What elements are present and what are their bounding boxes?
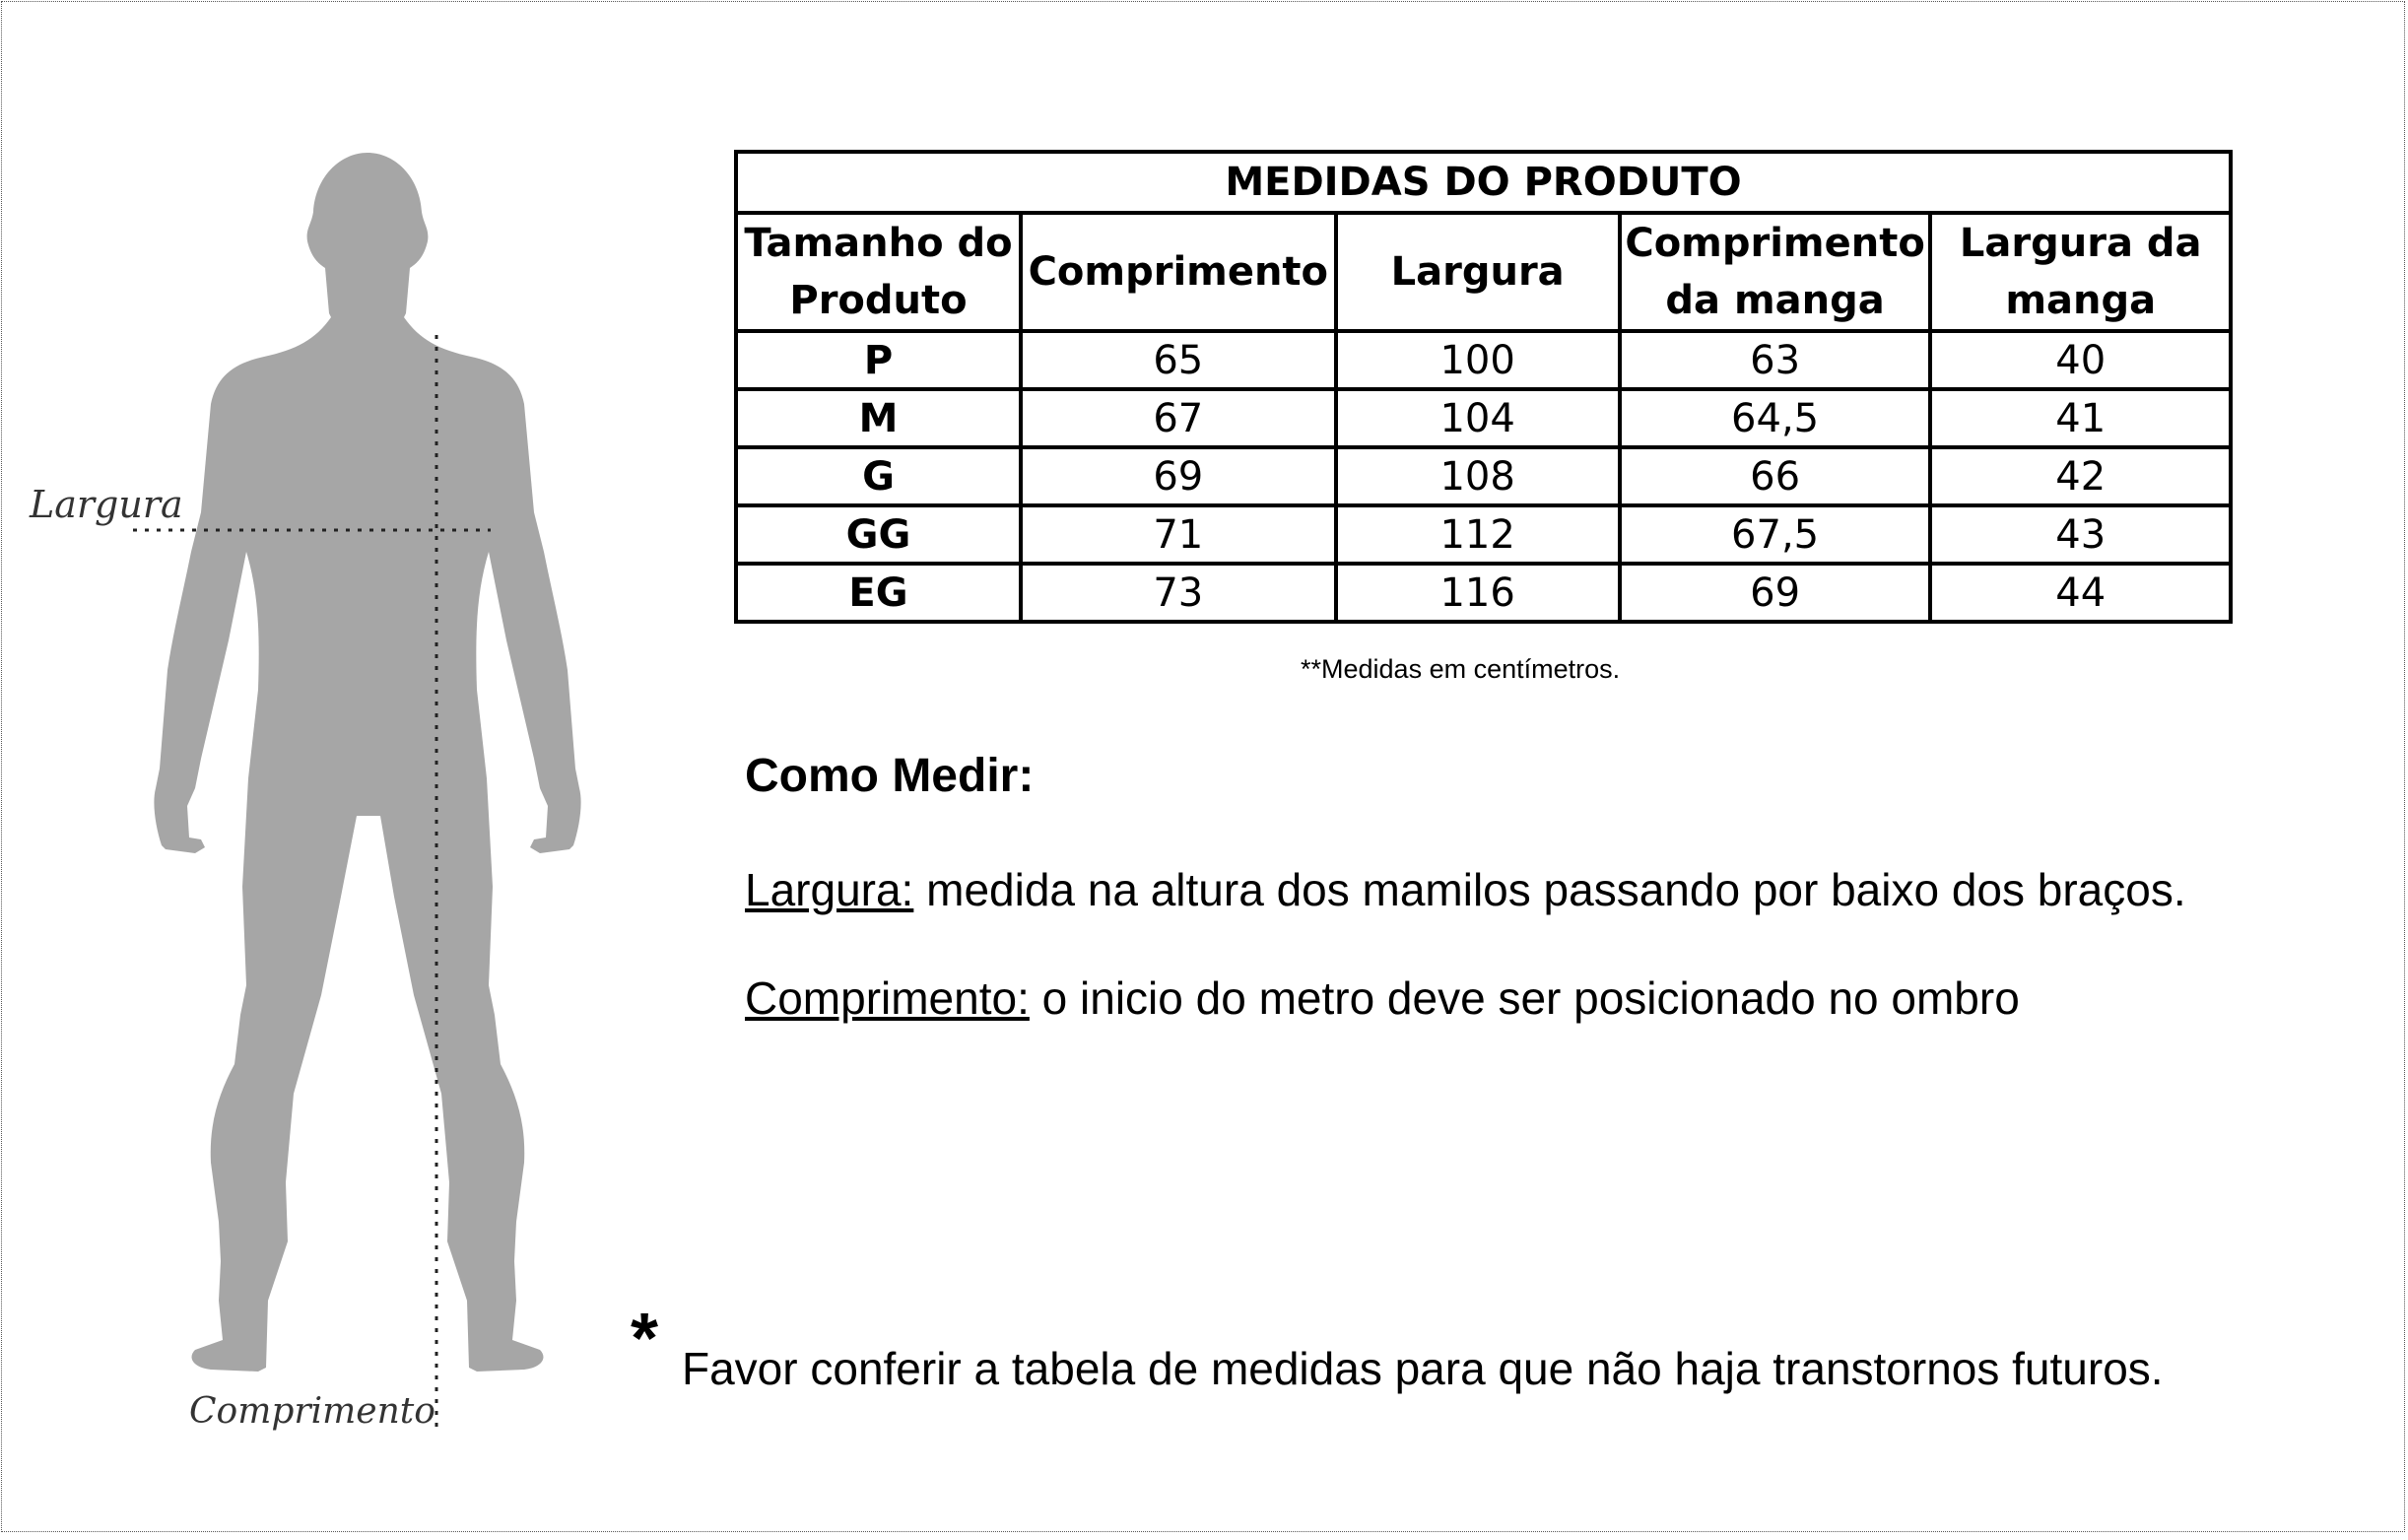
- sleeve-width-cell: 41: [1930, 389, 2231, 447]
- size-cell: G: [736, 447, 1021, 505]
- header-sleeve-length: [1620, 213, 1931, 331]
- table-title: MEDIDAS DO PRODUTO: [736, 152, 2231, 213]
- table-row: [736, 564, 2231, 622]
- header-size: [736, 213, 1021, 331]
- length-cell: 65: [1021, 331, 1336, 389]
- table-row: [736, 331, 2231, 389]
- size-cell: P: [736, 331, 1021, 389]
- sleeve-length-cell: 63: [1620, 331, 1931, 389]
- header-length: [1021, 213, 1336, 331]
- width-instruction: [745, 863, 2186, 916]
- footer-warning: Favor conferir a tabela de medidas para que não haja transtornos futuros.: [682, 1343, 2164, 1394]
- sleeve-length-cell: 69: [1620, 564, 1931, 622]
- size-cell: M: [736, 389, 1021, 447]
- size-cell: GG: [736, 505, 1021, 564]
- units-note: **Medidas em centímetros.: [1301, 654, 1621, 684]
- length-cell: 67: [1021, 389, 1336, 447]
- table-title-row: [736, 152, 2231, 213]
- width-measure-label: Largura: [30, 483, 183, 526]
- length-cell: 69: [1021, 447, 1336, 505]
- header-sleeve-length-line1: Comprimento: [1625, 221, 1925, 266]
- length-cell: 71: [1021, 505, 1336, 564]
- width-cell: 100: [1336, 331, 1620, 389]
- length-text: o inicio do metro deve ser posicionado no ombro: [1029, 972, 2020, 1024]
- sleeve-width-cell: 42: [1930, 447, 2231, 505]
- length-cell: 73: [1021, 564, 1336, 622]
- header-size-line1: Tamanho do: [744, 221, 1013, 266]
- sleeve-length-cell: 64,5: [1620, 389, 1931, 447]
- length-measure-label: Comprimento: [189, 1391, 435, 1432]
- table-row: [736, 389, 2231, 447]
- width-cell: 108: [1336, 447, 1620, 505]
- width-cell: 104: [1336, 389, 1620, 447]
- length-instruction: [745, 971, 2020, 1025]
- table-header-row: [736, 213, 2231, 331]
- header-length-line1: Comprimento: [1028, 249, 1329, 295]
- width-cell: 116: [1336, 564, 1620, 622]
- size-table: [734, 150, 2233, 624]
- width-term: Largura:: [745, 864, 914, 915]
- width-text: medida na altura dos mamilos passando por baixo dos braços.: [913, 864, 2186, 915]
- header-size-line2: Produto: [789, 278, 968, 323]
- header-sleeve-width-line2: manga: [2005, 278, 2157, 323]
- width-cell: 112: [1336, 505, 1620, 564]
- sleeve-width-cell: 40: [1930, 331, 2231, 389]
- size-cell: EG: [736, 564, 1021, 622]
- header-sleeve-width-line1: Largura da: [1959, 221, 2202, 266]
- sleeve-length-cell: 66: [1620, 447, 1931, 505]
- header-sleeve-length-line2: da manga: [1665, 278, 1885, 323]
- table-row: [736, 505, 2231, 564]
- sleeve-length-cell: 67,5: [1620, 505, 1931, 564]
- length-term: Comprimento:: [745, 972, 1030, 1024]
- header-width-line1: Largura: [1390, 249, 1565, 295]
- header-sleeve-width: [1930, 213, 2231, 331]
- header-width: [1336, 213, 1620, 331]
- sleeve-width-cell: 43: [1930, 505, 2231, 564]
- sleeve-width-cell: 44: [1930, 564, 2231, 622]
- footer-asterisk: *: [631, 1300, 659, 1378]
- body-figure: [0, 0, 631, 1535]
- body-silhouette-icon: [0, 0, 631, 1535]
- howto-title: Como Medir:: [745, 750, 1035, 802]
- table-row: [736, 447, 2231, 505]
